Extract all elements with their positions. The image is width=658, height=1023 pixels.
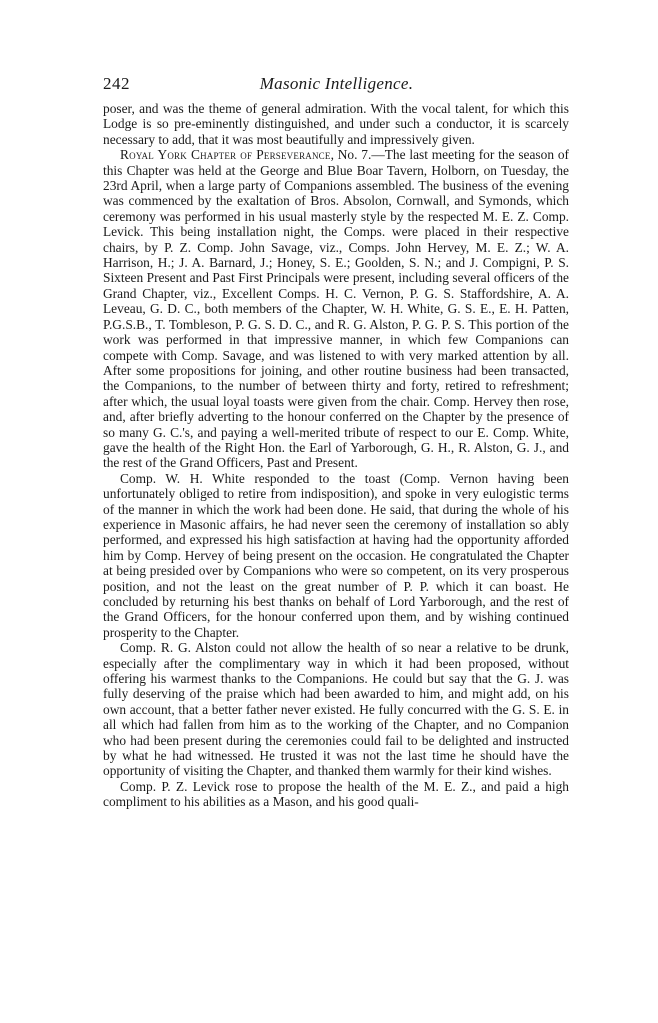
page-number: 242 — [103, 74, 130, 93]
paragraph-text: poser, and was the theme of general admiration. With the vocal talent, for which this Lodge is so pre-eminently distinguished, and under such a conductor, it is scarcely necessary to add, that it was most beautifully and impressively given. — [103, 101, 569, 147]
paragraph-royal-york-chapter — [103, 147, 569, 471]
paragraph-text: Comp. R. G. Alston could not allow the health of so near a relative to be drunk, especially after the complimentary way in which it had been proposed, without offering his warmest thanks to the Companions. He could but say that the G. J. was fully deserving of the praise which had been awarded to him, and might add, on his own account, that a better father never existed. He fully concurred with the G. S. E. in all which had fallen from him as to the working of the Chapter, and no Companion who had been present during the ceremonies could fail to be delighted and instructed by what he had witnessed. He trusted it was not the last time he should have the opportunity of visiting the Chapter, and thanked them warmly for their kind wishes. — [103, 640, 569, 779]
paragraph-alston-response — [103, 640, 569, 779]
article-body — [103, 101, 569, 810]
running-title: Masonic Intelligence. — [259, 74, 414, 93]
paragraph-white-response — [103, 471, 569, 640]
paragraph-text: , No. 7.—The last meeting for the season of this Chapter was held at the George and Blue Boar Tavern, Holborn, on Tuesday, the 23rd April, when a large party of Companions assembled. The business of the evening was commenced by the exaltation of Bros. Absolon, Cornwall, and Symonds, which ceremony was performed in his usual masterly style by the respected M. E. Z. Comp. Levick. This being installation night, the Comps. were placed in their respective chairs, by P. Z. Comp. John Savage, viz., Comps. John Hervey, M. E. Z.; W. A. Harrison, H.; J. A. Barnard, J.; Honey, S. E.; Goolden, S. N.; and J. Compigni, P. S. Sixteen Present and Past First Principals were present, including several officers of the Grand Chapter, viz., Excellent Comps. H. C. Vernon, P. G. S. Staffordshire, A. A. Leveau, G. D. C., both members of the Chapter, W. H. White, G. S. E., E. H. Patten, P.G.S.B., T. Tombleson, P. G. S. D. C., and R. G. Alston, P. G. P. S. This portion of the work was performed in that impressive manner, in which few Companions can compete with Comp. Savage, and was listened to with very marked attention by all. After some propositions for joining, and other routine business had been transacted, the Companions, to the number of between thirty and forty, retired to refreshment; after which, the usual loyal toasts were given from the chair. Comp. Hervey then rose, and, after briefly adverting to the honour conferred on the Chapter by the presence of so many G. C.'s, and paying a well-merited tribute of respect to our E. Comp. White, gave the health of the Right Hon. the Earl of Yarborough, G. H., R. Alston, G. J., and the rest of the Grand Officers, Past and Present. — [103, 147, 569, 471]
paragraph-continuation — [103, 101, 569, 147]
paragraph-levick-toast — [103, 779, 569, 810]
paragraph-text: Comp. W. H. White responded to the toast (Comp. Vernon having been unfortunately obliged to retire from indisposition), and spoke in very eulogistic terms of the manner in which the work had been done. He said, that during the whole of his experience in Masonic affairs, he had never seen the ceremony of installation so ably performed, and expressed his high satisfaction at having had the opportunity afforded him by Comp. Hervey of being present on the occasion. He congratulated the Chapter at being presided over by Companions who were so competent, on its very prosperous position, and not the least on the great number of P. P. which it can boast. He concluded by returning his best thanks on behalf of Lord Yarborough, and the rest of the Grand Officers, for the honour conferred upon them, and by wishing continued prosperity to the Chapter. — [103, 470, 569, 640]
paragraph-text: Comp. P. Z. Levick rose to propose the health of the M. E. Z., and paid a high compliment to his abilities as a Mason, and his good quali- — [103, 778, 569, 810]
running-head — [103, 74, 570, 98]
section-heading: Royal York Chapter of Perseverance — [120, 147, 331, 163]
